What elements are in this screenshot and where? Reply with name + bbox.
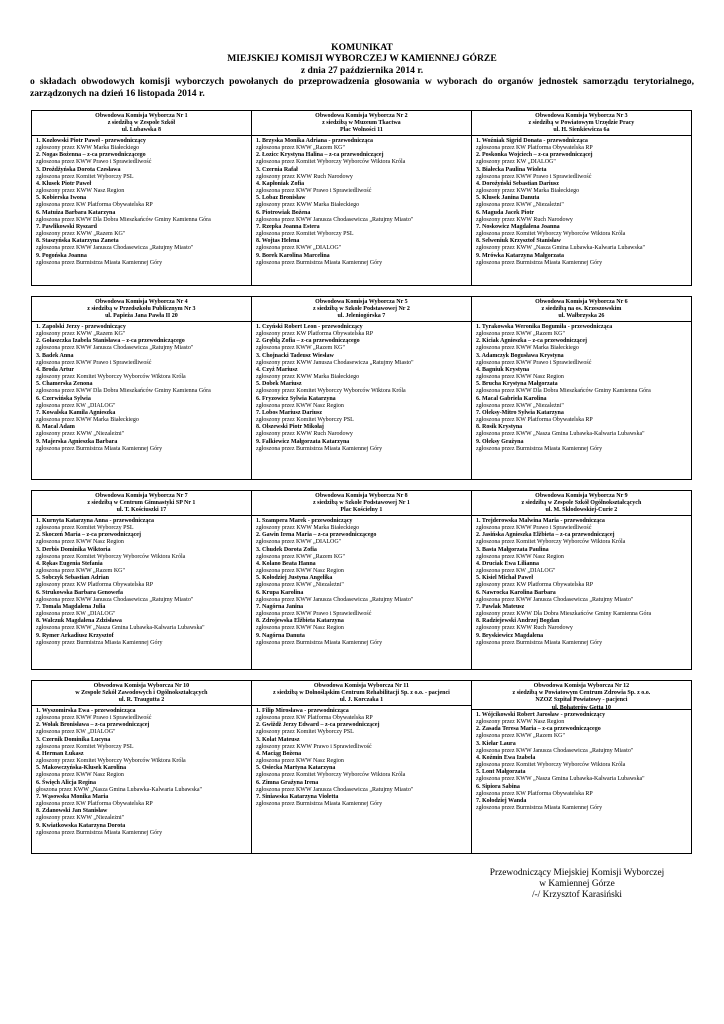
member-name: 9. Falkiewicz Małgorzata Katarzyna — [256, 438, 350, 445]
member-name: 5. Osiecka Martyna Katarzyna — [256, 765, 336, 772]
member-nominated-by: zgłoszona przez KWW „Nasza Gmina Lubawka-Kalwaria Lubawska" — [476, 776, 645, 783]
member-name: 8. Radziejewski Andrzej Bogdan — [476, 618, 560, 625]
member-name: 2. Łozicc Krystyna Halina – z-ca przewodniczącej — [256, 152, 384, 159]
member-nominated-by: zgłoszona przez KW Platforma Obywatelska RP — [476, 417, 593, 424]
member-name: 8. Rosik Krystyna — [476, 424, 523, 431]
member-nominated-by: zgłoszony przez KWW Marka Białeckiego — [256, 374, 360, 381]
member-name: 1. Zapolski Jerzy - przewodniczący — [36, 324, 126, 330]
member-nominated-by: zgłoszona przez KW Platforma Obywatelska RP — [36, 202, 153, 209]
member-name: 5. Lont Małgorzata — [476, 769, 526, 776]
member-nominated-by: zgłoszona przez KWW Nasz Region — [476, 553, 564, 560]
member-nominated-by: zgłoszona przez KW „DIALOG" — [36, 402, 116, 409]
member-name: 1. Tyrakowska Weronika Bogumiła - przewodnicząca — [476, 324, 613, 330]
member-nominated-by: zgłoszony przez KWW „Niezależni" — [36, 431, 125, 438]
member-name: 9. Rymer Arkadiusz Krzysztof — [36, 632, 114, 639]
commission-title: Obwodowa Komisja Wyborcza Nr 7 — [95, 493, 188, 499]
member-name: 7. Pawlak Mateusz — [476, 603, 525, 610]
member-nominated-by: zgłoszona przez Komitet Wyborczy PSL — [36, 743, 134, 750]
member-name: 2. Gawin Irena Maria – z-ca przewodniczącego — [256, 532, 377, 539]
commission-seat: z siedzibą w Szkole Podstawowej Nr 2 — [312, 306, 410, 313]
member-name: 6. Fryzowicz Sylwia Katarzyna — [256, 395, 336, 402]
commission-address: ul. M. Skłodowskiej-Curie 2 — [545, 507, 618, 514]
member-nominated-by: zgłoszona przez Komitet Wyborczy Wyborców Wiktora Króla — [36, 553, 186, 560]
member-name: 5. Chamerska Zenona — [36, 381, 93, 388]
commission-seat: w Zespole Szkół Zawodowych i Ogólnokształcących — [75, 690, 208, 697]
member-nominated-by: zgłoszona przez KWW „Razem KG" — [256, 145, 345, 152]
issuer-name: MIEJSKIEJ KOMISJI WYBORCZEJ W KAMIENNEJ GÓRZE — [227, 53, 497, 65]
member-nominated-by: zgłoszona przez KWW „Niezależni" — [256, 582, 344, 589]
member-list — [472, 516, 691, 647]
member-nominated-by: zgłoszony przez KWW „Niezależni" — [36, 815, 125, 822]
member-nominated-by: zgłoszony przez KW Platforma Obywatelska RP — [256, 331, 374, 338]
member-nominated-by: zgłoszony przez KWW Nasz Region — [36, 188, 125, 195]
member-name: 3. Białecka Paulina Wioleta — [476, 166, 547, 173]
member-name: 4. Rękas Eugenia Stefania — [36, 560, 103, 567]
member-name: 9. Majerska Agnieszka Barbara — [36, 438, 118, 445]
member-name: 8. Selweniuk Krzysztof Stanisław — [476, 238, 562, 245]
commission-card — [251, 680, 472, 854]
member-name: 7. Lobos Mariusz Dariusz — [256, 409, 322, 416]
member-nominated-by: zgłoszona przez KWW Marka Białeckiego — [36, 417, 139, 424]
document-subject: o składach obwodowych komisji wyborczych powołanych do przeprowadzenia głosowania w wyborach do organów jednostek samorządu terytorialnego, zarządzonych na dzień 16 listopada 2014 r. — [30, 76, 694, 99]
member-nominated-by: zgłoszona przez KWW Nasz Region — [36, 772, 124, 779]
member-name: 8. Zdanowski Jan Stanisław — [36, 808, 108, 815]
commission-address: ul. Papieża Jana Pawła II 20 — [105, 313, 178, 320]
member-nominated-by: zgłoszona przez Burmistrza Miasta Kamiennej Góry — [36, 259, 163, 266]
commission-card — [31, 490, 252, 670]
member-name: 7. Kołodziej Wanda — [476, 797, 527, 804]
member-name: 8. Zdrojewska Elżbieta Katarzyna — [256, 618, 344, 625]
member-name: 7. Wąsowska Monika Maria — [36, 793, 109, 800]
member-name: 5. Makowczyńska-Klusek Karolina — [36, 765, 127, 772]
member-name: 6. Maguda Jacek Piotr — [476, 209, 534, 216]
member-nominated-by: zgłoszona przez KWW Janusza Chodasewicza „Ratujmy Miasto" — [36, 596, 194, 603]
member-name: 5. Kołodziej Justyna Angelika — [256, 575, 333, 582]
commission-address: Plac Wolności 11 — [339, 127, 383, 134]
member-name: 6. Sipiora Sabina — [476, 783, 520, 790]
member-name: 2. Poskonka Wojciech – z-ca przewodniczącej — [476, 152, 593, 159]
commission-card — [471, 490, 692, 670]
commission-title: Obwodowa Komisja Wyborcza Nr 11 — [313, 683, 409, 689]
commission-title: Obwodowa Komisja Wyborcza Nr 8 — [315, 493, 408, 499]
member-name: 1. Wyszomirska Ewa - przewodnicząca — [36, 708, 136, 714]
commission-seat: z siedzibą w Powiatowym Centrum Zdrowia Sp. z o.o. — [512, 690, 651, 697]
member-nominated-by: zgłoszony przez Komitet Wyborczy Wyborców Wiktora Króla — [256, 388, 406, 395]
member-nominated-by: zgłoszona przez Burmistrza Miasta Kamiennej Góry — [476, 639, 603, 646]
member-name: 3. Derbis Dominika Wiktoria — [36, 546, 111, 553]
member-nominated-by: zgłoszona przez Komitet Wyborczy PSL — [256, 231, 354, 238]
commission-title: Obwodowa Komisja Wyborcza Nr 9 — [535, 493, 628, 499]
member-name: 9. Pogońska Joanna — [36, 252, 87, 259]
commission-header — [472, 681, 691, 710]
member-name: 6. Macal Gabriela Karolina — [476, 395, 547, 402]
member-name: 7. Rzepka Joanna Estera — [256, 223, 320, 230]
member-name: 4. Broda Artur — [36, 366, 75, 373]
member-nominated-by: zgłoszony przez Komitet Wyborczy Wyborców Wiktora Króla — [36, 374, 186, 381]
member-nominated-by: zgłoszony przez KWW Ruch Narodowy — [256, 173, 353, 180]
member-nominated-by: zgłoszony przez Komitet Wyborczy PSL — [256, 417, 354, 424]
member-nominated-by: zgłoszona przez KWW Prawo i Sprawiedliwość — [476, 173, 592, 180]
member-nominated-by: zgłoszona przez KWW Prawo i Sprawiedliwość — [36, 359, 152, 366]
commission-header — [32, 491, 251, 516]
member-nominated-by: zgłoszona przez KW „DIALOG" — [36, 611, 116, 618]
member-name: 2. Zasada Teresa Maria – z-ca przewodniczącego — [476, 726, 601, 733]
commission-seat: z siedzibą w Muzeum Tkactwa — [322, 120, 401, 127]
member-name: 5. Sobczyk Sebastian Adrian — [36, 575, 110, 582]
member-name: 8. Olszewski Piotr Mikołaj — [256, 424, 324, 431]
member-nominated-by: zgłoszona przez Komitet Wyborczy PSL — [36, 525, 134, 532]
document-date: z dnia 27 października 2014 r. — [300, 64, 424, 76]
member-name: 3. Czernia Rafał — [256, 166, 298, 173]
member-name: 3. Kolat Mateusz — [256, 736, 300, 743]
member-name: 3. Basta Małgorzata Paulina — [476, 546, 549, 553]
member-nominated-by: zgłoszony przez KWW Marka Białeckiego — [476, 188, 580, 195]
commission-card — [31, 296, 252, 480]
commission-header — [252, 491, 471, 516]
signatory-role: Przewodniczący Miejskiej Komisji Wyborczej — [489, 868, 665, 878]
member-name: 4. Bagniuk Krystyna — [476, 366, 530, 373]
member-nominated-by: zgłoszona przez KWW Prawo i Sprawiedliwość — [256, 611, 372, 618]
member-nominated-by: zgłoszona przez KWW Dla Dobra Mieszkańców Gminy Kamienna Góra — [36, 388, 211, 395]
commission-seat: z siedzibą w Przedszkolu Publicznym Nr 3 — [87, 306, 196, 313]
member-nominated-by: zgłoszona przez KWW Nasz Region — [256, 568, 344, 575]
member-nominated-by: zgłoszona przez Burmistrza Miasta Kamiennej Góry — [256, 445, 383, 452]
commission-seat: z siedzibą w Zespole Szkół — [107, 120, 176, 127]
member-nominated-by: zgłoszona przez Burmistrza Miasta Kamiennej Góry — [476, 445, 603, 452]
member-nominated-by: zgłoszona przez KWW Dla Dobra Mieszkańców Gminy Kamienna Góra — [476, 388, 651, 395]
member-name: 9. Bryskiewicz Magdalena — [476, 632, 544, 639]
member-nominated-by: zgłoszona przez KW Platforma Obywatelska RP — [476, 145, 593, 152]
member-nominated-by: zgłoszony przez KWW Marka Białeckiego — [256, 525, 360, 532]
commission-card — [251, 490, 472, 670]
member-nominated-by: zgłoszony przez KWW Marka Białeckiego — [36, 145, 140, 152]
member-nominated-by: zgłoszona przez KWW Prawo i Sprawiedliwość — [36, 159, 152, 166]
member-nominated-by: zgłoszona przez KWW Prawo i Sprawiedliwość — [36, 715, 152, 722]
commission-title: Obwodowa Komisja Wyborcza Nr 2 — [315, 113, 408, 119]
member-name: 9. Nagórna Danuta — [256, 632, 305, 639]
member-nominated-by: zgłoszona przez Burmistrza Miasta Kamiennej Góry — [36, 445, 163, 452]
member-name: 4. Czyż Mariusz — [256, 366, 298, 373]
signatory-location: w Kamiennej Górze — [539, 879, 615, 890]
member-nominated-by: zgłoszona przez KWW „Razem KG" — [256, 553, 345, 560]
member-name: 1. Trejderowska Malwina Maria - przewodnicząca — [476, 518, 605, 524]
commission-card — [251, 296, 472, 480]
member-name: 9. Kwiatkowska Katarzyna Dorota — [36, 822, 126, 829]
member-name: 3. Badek Anna — [36, 352, 74, 359]
member-nominated-by: zgłoszony przez KWW Ruch Narodowy — [476, 625, 573, 632]
member-nominated-by: zgłoszona przez Burmistrza Miasta Kamiennej Góry — [256, 801, 383, 808]
member-nominated-by: zgłoszona przez KWW Dla Dobra Mieszkańców Gminy Kamienna Góra — [36, 216, 211, 223]
commission-address: ul. Lubawska 8 — [121, 127, 161, 134]
member-name: 7. Kowalska Kamila Agnieszka — [36, 409, 116, 416]
member-name: 7. Siniawska Katarzyna Violetta — [256, 793, 339, 800]
member-nominated-by: zgłoszony przez KWW „Razem KG" — [36, 231, 126, 238]
member-name: 2. Nogas Bożenna – z-ca przewodniczącego — [36, 152, 146, 159]
member-nominated-by: zgłoszona przez KWW „Nasza Gmina Lubawka-Kalwaria Lubawska" — [476, 431, 645, 438]
member-name: 3. Chojnacki Tadeusz Wiesław — [256, 352, 334, 359]
member-name: 5. Lobaz Bronisław — [256, 195, 306, 202]
member-nominated-by: zgłoszona przez Komitet Wyborczy Wyborców Wiktora Króla — [476, 762, 626, 769]
member-name: 2. Wołak Bronisława – z-ca przewodniczącej — [36, 722, 150, 729]
member-name: 8. Walczuk Magdalena Zdzisława — [36, 618, 122, 625]
member-nominated-by: zgłoszona przez KW Platforma Obywatelska RP — [256, 715, 373, 722]
signatory-name: /-/ Krzysztof Karasiński — [531, 890, 623, 901]
member-name: 4. Klusek Piotr Paweł — [36, 180, 92, 187]
member-name: 2. Kiciak Agnieszka – z-ca przewodniczącej — [476, 338, 587, 345]
member-nominated-by: zgłoszona przez KWW Janusza Chodasewicza „Ratujmy Miasto" — [476, 747, 634, 754]
commission-header — [472, 111, 691, 136]
member-name: 5. Brucha Krystyna Małgorzata — [476, 381, 558, 388]
member-nominated-by: zgłoszona przez Komitet Wyborczy Wyborców Wiktora Króla — [256, 772, 406, 779]
member-nominated-by: zgłoszony przez Burmistrza Miasta Kamiennej Góry — [36, 639, 163, 646]
member-nominated-by: zgłoszona przez Komitet Wyborczy Wyborców Wiktora Króla — [476, 231, 626, 238]
commission-title: Obwodowa Komisja Wyborcza Nr 5 — [315, 299, 408, 305]
member-name: 6. Czerwińska Sylwia — [36, 395, 91, 402]
member-name: 5. Klusek Janina Danuta — [476, 195, 540, 202]
member-list — [252, 516, 471, 647]
member-nominated-by: zgłoszona przez KWW Janusza Chodasewicza „Ratujmy Miasto" — [476, 596, 634, 603]
commission-header — [252, 297, 471, 322]
member-nominated-by: zgłoszona przez KWW Janusza Chodasewicza „Ratujmy Miasto" — [256, 596, 414, 603]
member-nominated-by: zgłoszona przez KWW Nasz Region — [36, 539, 124, 546]
commission-card — [251, 110, 472, 286]
member-nominated-by: zgłoszony przez KWW „Nasza Gmina Lubawka-Kalwaria Lubawska" — [476, 245, 645, 252]
member-name: 9. Oleksy Grażyna — [476, 438, 524, 445]
member-list — [32, 706, 251, 837]
member-list — [32, 516, 251, 647]
member-name: 2. Gręblą Zofia – z-ca przewodniczącego — [256, 338, 360, 345]
member-name: 6. Zimna Grażyna Irena — [256, 779, 319, 786]
member-name: 5. Kobierska Iwona — [36, 195, 87, 202]
commission-card — [31, 680, 252, 854]
member-name: 9. Mrówka Katarzyna Małgorzata — [476, 252, 564, 259]
member-name: 2. Jasińska Agnieszka Elżbieta – z-ca przewodniczącej — [476, 532, 615, 539]
member-name: 3. Adamczyk Bogusława Krystyna — [476, 352, 564, 359]
member-name: 7. Tomala Magdalena Julia — [36, 603, 106, 610]
commission-address: ul. J. Korczaka 1 — [339, 697, 384, 704]
member-nominated-by: zgłoszona przez KWW „Razem KG" — [36, 568, 125, 575]
member-nominated-by: zgłoszony przez KW Platforma Obywatelska RP — [476, 582, 594, 589]
member-name: 3. Kiełar Laura — [476, 740, 516, 747]
member-nominated-by: zgłoszona przez KWW Janusza Chodasewicza „Ratujmy Miasto" — [256, 786, 414, 793]
commission-address: ul. R. Traugutta 2 — [118, 697, 165, 704]
commission-address: ul. Jeleniogórska 7 — [337, 313, 386, 320]
member-nominated-by: zgłoszony przez KWW Ruch Narodowy — [476, 216, 573, 223]
commission-title: Obwodowa Komisja Wyborcza Nr 1 — [95, 113, 188, 119]
commission-title: Obwodowa Komisja Wyborcza Nr 4 — [95, 299, 188, 305]
member-nominated-by: zgłoszona przez KWW Marka Białeckiego — [476, 345, 579, 352]
member-list — [252, 136, 471, 267]
member-nominated-by: zgłoszona przez KWW Prawo i Sprawiedliwość — [476, 359, 592, 366]
member-name: 7. Pawlikowski Ryszard — [36, 223, 97, 230]
member-name: 6. Strukowska Barbara Genowefa — [36, 589, 124, 596]
member-name: 1. Wójcikowski Robert Jarosław - przewodniczący — [476, 712, 606, 718]
member-name: 4. Maciąg Bożena — [256, 750, 302, 757]
member-nominated-by: zgłoszona przez KWW Nasz Region — [256, 758, 344, 765]
commission-title: Obwodowa Komisja Wyborcza Nr 12 — [533, 683, 630, 689]
member-list — [32, 322, 251, 453]
commission-address: ul. Wałbrzyska 26 — [558, 313, 605, 320]
member-nominated-by: zgłoszona przez KWW Nasz Region — [256, 402, 344, 409]
member-name: 6. Krupa Karolina — [256, 589, 304, 596]
member-name: 3. Drożdżyńska Dorota Czesława — [36, 166, 121, 173]
member-name: 1. Filip Mirosława - przewodnicząca — [256, 708, 349, 714]
commission-header — [32, 111, 251, 136]
member-name: 1. Brzyska Monika Adriana - przewodnicząca — [256, 138, 373, 144]
member-nominated-by: zgłoszony przez KWW Janusza Chodasewicza „Ratujmy Miasto" — [256, 359, 414, 366]
member-nominated-by: zgłoszona przez Burmistrza Miasta Kamiennej Góry — [36, 829, 163, 836]
member-name: 5. Kisiel Michał Paweł — [476, 575, 533, 582]
commission-card — [471, 296, 692, 480]
member-name: 6. Nawrocka Karolina Barbara — [476, 589, 556, 596]
member-nominated-by: zgłoszony przez KWW Ruch Narodowy — [256, 431, 353, 438]
member-nominated-by: zgłoszona przez KW „DIALOG" — [476, 568, 556, 575]
member-nominated-by: zgłoszony przez Komitet Wyborczy Wyborców Wiktora Króla — [36, 758, 186, 765]
member-nominated-by: zgłoszona przez Burmistrza Miasta Kamiennej Góry — [256, 639, 383, 646]
member-name: 8. Staszyńska Katarzyna Zaneta — [36, 238, 119, 245]
member-list — [472, 710, 691, 812]
member-name: 8. Wojtas Helena — [256, 238, 300, 245]
commission-seat: z siedzibą w Zespole Szkół Ogólnokształcących — [521, 500, 642, 507]
signature-block — [452, 868, 702, 902]
member-name: 6. Święch Alicja Regina — [36, 779, 96, 786]
member-nominated-by: zgłoszona przez KWW Nasz Region — [256, 625, 344, 632]
commission-header — [472, 491, 691, 516]
member-name: 1. Woźniak Sigrid Donata - przewodnicząca — [476, 138, 588, 144]
commission-address: ul. H. Sienkiewicza 6a — [553, 127, 610, 134]
member-name: 4. Koźmin Ewa Izabela — [476, 754, 536, 761]
member-name: 1. Szampera Marek - przewodniczący — [256, 518, 353, 524]
member-nominated-by: zgłoszony przez KW „DIALOG" — [476, 159, 556, 166]
commission-seat: z siedzibą na os. Krzeszowskim — [541, 306, 622, 313]
member-nominated-by: zgłoszony przez KWW „Razem KG" — [36, 331, 126, 338]
member-nominated-by: zgłoszona przez KWW „DIALOG" — [256, 245, 342, 252]
member-nominated-by: zgłoszona przez KWW Prawo i Sprawiedliwość — [256, 188, 372, 195]
member-nominated-by: zgłoszony przez KWW Dla Dobra Mieszkańców Gminy Kamienna Góra — [476, 611, 652, 618]
commission-header — [32, 297, 251, 322]
member-name: 2. Gwiżdż Jerzy Edward – z-ca przewodniczącej — [256, 722, 380, 729]
member-nominated-by: zgłoszona przez KWW „Razem KG" — [476, 733, 565, 740]
member-nominated-by: głoszona przez KWW „Nasza Gmina Lubawka-Kalwaria Lubawska" — [36, 786, 202, 793]
member-nominated-by: zgłoszona przez Burmistrza Miasta Kamiennej Góry — [476, 805, 603, 812]
member-list — [32, 136, 251, 267]
commission-address: ul. T. Kościuszki 17 — [116, 507, 167, 514]
commission-header — [252, 681, 471, 706]
member-nominated-by: zgłoszona przez Komitet Wyborczy PSL — [36, 173, 134, 180]
member-list — [252, 706, 471, 808]
member-name: 1. Czyński Robert Leon - przewodniczący — [256, 324, 363, 330]
member-name: 6. Matuiza Barbara Katarzyna — [36, 209, 116, 216]
commission-seat: z siedzibą w Szkole Podstawowej Nr 1 — [312, 500, 410, 507]
member-name: 4. Druciak Ewa Lilianna — [476, 560, 540, 567]
member-nominated-by: zgłoszona przez KWW Janusza Chodasewicza „Ratujmy Miasto" — [256, 216, 414, 223]
commission-seat: z siedzibą w Centrum Gimnastyki SP Nr 1 — [87, 500, 196, 507]
commission-seat: z siedzibą w Dolnośląskim Centrum Rehabilitacji Sp. z o.o. - pacjenci — [272, 690, 450, 697]
member-nominated-by: zgłoszona przez KWW „DIALOG" — [256, 539, 342, 546]
member-name: 7. Nagórna Janina — [256, 603, 304, 610]
member-nominated-by: zgłoszona przez KWW Janusza Chodasewicza „Ratujmy Miasto" — [36, 245, 194, 252]
member-nominated-by: zgłoszony przez Komitet Wyborczy PSL — [256, 729, 354, 736]
member-name: 2. Gołaszczka Izabela Stanisława – z-ca przewodniczącego — [36, 338, 185, 345]
member-name: 3. Chudek Dorota Zofia — [256, 546, 317, 553]
member-nominated-by: zgłoszona przez KW Platforma Obywatelska RP — [476, 790, 593, 797]
member-name: 4. Dorożyński Sebastian Dariusz — [476, 180, 559, 187]
member-name: 2. Skoczeń Maria – z-ca przewodniczącej — [36, 532, 141, 539]
commission-address: NZOZ Szpital Powiatowy - pacjenci — [535, 697, 628, 704]
member-name: 1. Kurnyta Katarzyna Anna - przewodnicząca — [36, 518, 154, 524]
commission-title: Obwodowa Komisja Wyborcza Nr 6 — [535, 299, 628, 305]
member-list — [472, 136, 691, 267]
member-nominated-by: zgłoszona przez KW Platforma Obywatelska RP — [36, 801, 153, 808]
document-header — [30, 42, 694, 99]
member-name: 9. Borek Karolina Marcelina — [256, 252, 330, 259]
member-nominated-by: zgłoszony przez KWW Nasz Region — [476, 719, 565, 726]
member-name: 4. Kapłoniak Zofia — [256, 180, 305, 187]
member-nominated-by: zgłoszona przez Burmistrza Miasta Kamiennej Góry — [476, 259, 603, 266]
member-nominated-by: zgłoszona przez KWW „Niezależni" — [476, 202, 564, 209]
commission-header — [252, 111, 471, 136]
commission-seat: z siedzibą w Powiatowym Urzędzie Pracy — [528, 120, 635, 127]
member-nominated-by: zgłoszona przez KWW Janusza Chodasewicza „Ratujmy Miasto" — [36, 345, 194, 352]
commission-card — [471, 680, 692, 854]
member-name: 1. Kozłowski Piotr Paweł - przewodniczący — [36, 138, 146, 144]
commission-title: Obwodowa Komisja Wyborcza Nr 3 — [535, 113, 628, 119]
commissions-grid — [31, 110, 691, 854]
member-name: 7. Noskowicz Magdalena Joanna — [476, 223, 560, 230]
member-nominated-by: zgłoszona przez KW „DIALOG" — [36, 729, 116, 736]
commission-address-extra: ul. Bohaterów Getta 10 — [551, 704, 612, 711]
member-nominated-by: zgłoszona przez Komitet Wyborczy Wyborców Wiktora Króla — [256, 159, 406, 166]
member-name: 3. Czernik Dominika Lucyna — [36, 736, 111, 743]
commission-header — [32, 681, 251, 706]
commission-card — [471, 110, 692, 286]
member-list — [252, 322, 471, 453]
commission-card — [31, 110, 252, 286]
member-nominated-by: zgłoszony przez KWW Marka Białeckiego — [256, 202, 360, 209]
member-list — [472, 322, 691, 453]
document-title: KOMUNIKAT — [331, 42, 393, 53]
member-nominated-by: zgłoszona przez KWW „Niezależni" — [476, 402, 564, 409]
member-name: 4. Kolano Beata Hanna — [256, 560, 316, 567]
commission-title: Obwodowa Komisja Wyborcza Nr 10 — [93, 683, 190, 689]
member-nominated-by: zgłoszona przez KWW „Razem KG" — [256, 345, 345, 352]
commission-header — [472, 297, 691, 322]
commission-address: Plac Kościelny 1 — [340, 507, 383, 514]
member-name: 4. Herman Łukasz — [36, 750, 84, 757]
member-nominated-by: zgłoszony przez KWW Prawo i Sprawiedliwość — [256, 743, 372, 750]
member-nominated-by: zgłoszony przez KW Platforma Obywatelska RP — [36, 582, 154, 589]
member-nominated-by: zgłoszona przez KWW Prawo i Sprawiedliwość — [476, 525, 592, 532]
member-nominated-by: zgłoszona przez Burmistrza Miasta Kamiennej Góry — [256, 259, 383, 266]
member-nominated-by: zgłoszona przez KWW „Razem KG" — [476, 331, 565, 338]
member-nominated-by: zgłoszona przez Komitet Wyborczy Wyborców Wiktora Króla — [476, 539, 626, 546]
member-nominated-by: zgłoszona przez KWW Nasz Region — [476, 374, 564, 381]
member-name: 6. Piotrowiak Bożena — [256, 209, 311, 216]
member-name: 7. Oleksy-Mitro Sylwia Katarzyna — [476, 409, 564, 416]
member-name: 8. Macal Adam — [36, 424, 75, 431]
member-nominated-by: zgłoszona przez KWW „Nasza Gmina Lubawka-Kalwaria Lubawska" — [36, 625, 205, 632]
member-name: 5. Dobek Mariusz — [256, 381, 302, 388]
